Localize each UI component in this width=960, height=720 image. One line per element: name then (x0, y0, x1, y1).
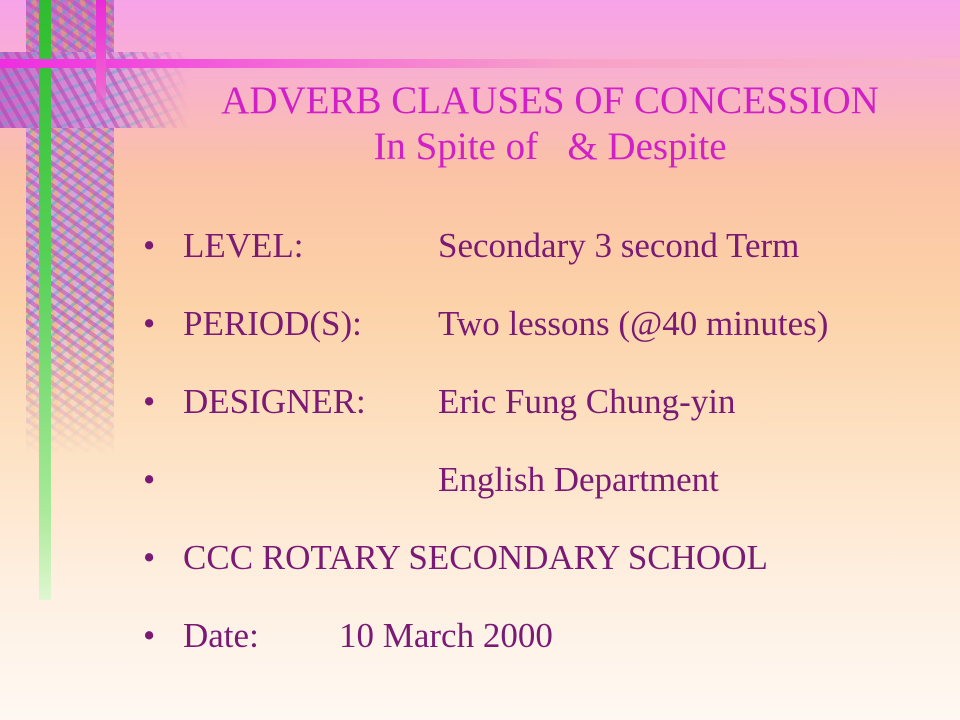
green-stripe (39, 0, 51, 600)
pink-stripe-horizontal (0, 59, 960, 68)
item-label: Date: (183, 616, 259, 655)
item-label: CCC ROTARY SECONDARY SCHOOL (183, 538, 768, 577)
item-value: Secondary 3 second Term (438, 226, 800, 265)
item-label: PERIOD(S): (183, 304, 362, 343)
item-label: DESIGNER: (183, 382, 366, 421)
bullet-point: • (143, 460, 156, 499)
bullet-point: • (143, 226, 156, 265)
bullet-point: • (143, 304, 156, 343)
item-label: LEVEL: (183, 226, 304, 265)
title-line-1: ADVERB CLAUSES OF CONCESSION (221, 79, 879, 122)
bullet-point: • (143, 616, 156, 655)
item-value: 10 March 2000 (339, 616, 553, 655)
title-line-2: In Spite of & Despite (373, 125, 727, 168)
item-value: Two lessons (@40 minutes) (438, 304, 829, 343)
item-value: English Department (438, 460, 719, 499)
bullet-point: • (143, 538, 156, 577)
bullet-point: • (143, 382, 156, 421)
item-value: Eric Fung Chung-yin (438, 382, 736, 421)
slide-title (140, 78, 960, 170)
pink-stripe-vertical (96, 0, 106, 120)
